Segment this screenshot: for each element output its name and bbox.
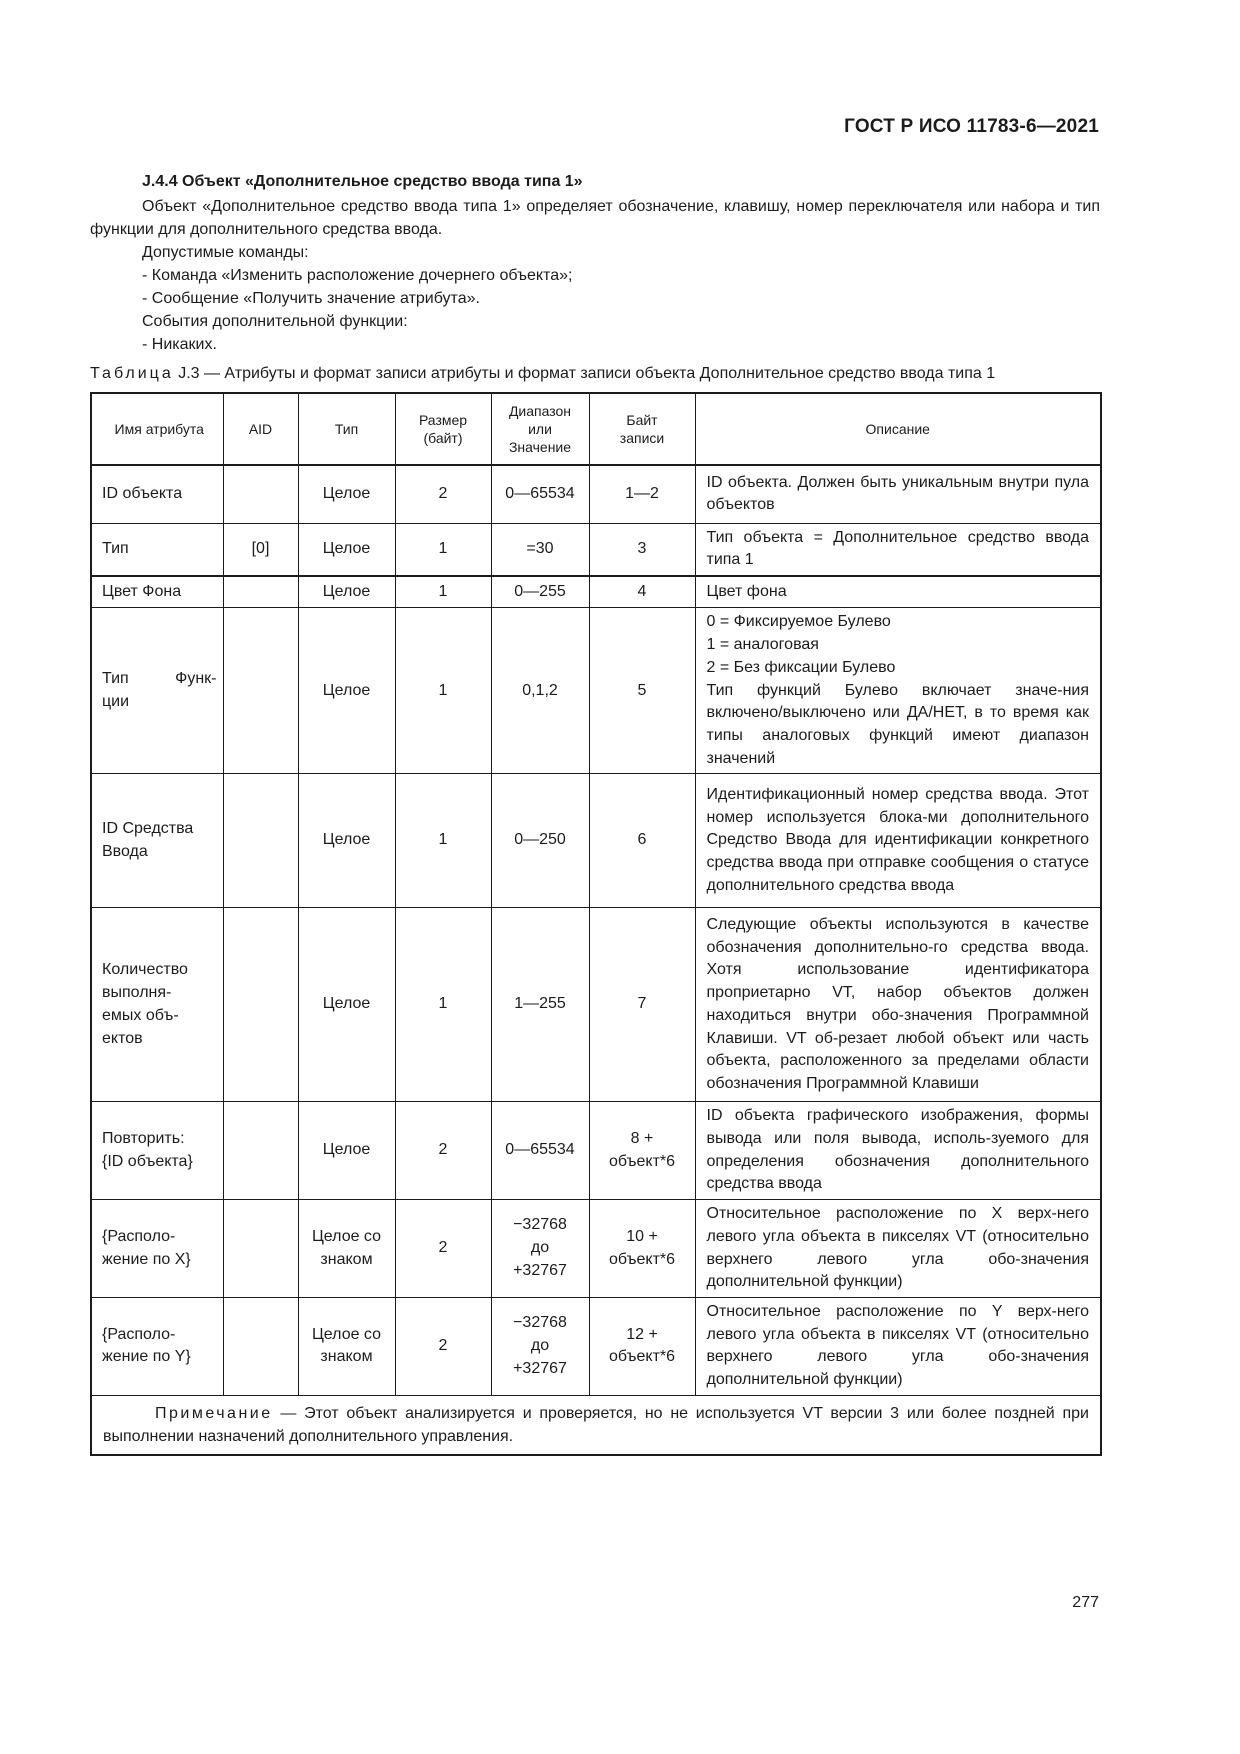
table-header-row	[91, 393, 1101, 465]
table-row	[91, 1200, 1101, 1298]
cell-type: Целое	[298, 523, 395, 576]
cell-type: Целое	[298, 576, 395, 608]
cell-description: ID объекта. Должен быть уникальным внутри пула объектов	[695, 465, 1101, 523]
cell-byte: 5	[589, 608, 695, 774]
cell-type: Целое	[298, 908, 395, 1102]
cell-description: 0 = Фиксируемое Булево 1 = аналоговая 2 = Без фиксации Булево Тип функций Булево включает значе-ния включено/выключено или ДА/НЕТ, в то время как типы аналоговых функций имеют диапазон значений	[695, 608, 1101, 774]
table-caption	[90, 363, 1100, 385]
table-row	[91, 1102, 1101, 1200]
cell-description: Относительное расположение по Y верх-него левого угла объекта в пикселях VT (относительно верхнего левого угла обо-значения дополнительной функции)	[695, 1297, 1101, 1395]
cell-aid	[223, 1102, 298, 1200]
cell-size: 1	[395, 523, 491, 576]
section-title: J.4.4 Объект «Дополнительное средство ввода типа 1»	[142, 173, 583, 190]
cell-attribute-name: Тип Функ- ции	[91, 608, 223, 774]
event-item: - Никаких.	[142, 336, 217, 353]
cell-size: 2	[395, 1102, 491, 1200]
table-row	[91, 523, 1101, 576]
cell-type: Целое	[298, 465, 395, 523]
table-note	[91, 1395, 1101, 1455]
cell-size: 1	[395, 576, 491, 608]
note-text: — Этот объект анализируется и проверяется, но не используется VT версии 3 или более поздней при выполнении назначений дополнительного управления.	[103, 1404, 1089, 1445]
cell-range: 0—255	[491, 576, 589, 608]
cell-description: Идентификационный номер средства ввода. Этот номер используется блока-ми дополнительного Средство Ввода для идентификации конкретного средства ввода при отправке сообщения о статусе дополнительного средства ввода	[695, 774, 1101, 908]
header-name: Имя атрибута	[91, 393, 223, 465]
cell-attribute-name: Тип	[91, 523, 223, 576]
page-content	[90, 170, 1100, 1456]
cell-aid	[223, 576, 298, 608]
cell-range: −32768 до +32767	[491, 1297, 589, 1395]
cell-attribute-name: ID Средства Ввода	[91, 774, 223, 908]
header-size: Размер (байт)	[395, 393, 491, 465]
cell-aid	[223, 608, 298, 774]
cell-byte: 4	[589, 576, 695, 608]
cell-type: Целое со знаком	[298, 1200, 395, 1298]
cell-description: Относительное расположение по X верх-него левого угла объекта в пикселях VT (относительно верхнего левого угла обо-значения дополнительной функции)	[695, 1200, 1101, 1298]
cell-byte: 6	[589, 774, 695, 908]
table-note-row	[91, 1395, 1101, 1455]
cell-byte: 12 + объект*6	[589, 1297, 695, 1395]
table-caption-text: J.3 — Атрибуты и формат записи атрибуты и формат записи объекта Дополнительное средство ввода типа 1	[178, 365, 996, 382]
cell-attribute-name: Цвет Фона	[91, 576, 223, 608]
table-row	[91, 576, 1101, 608]
cell-range: 0—65534	[491, 465, 589, 523]
cell-range: =30	[491, 523, 589, 576]
header-desc: Описание	[695, 393, 1101, 465]
table-row	[91, 774, 1101, 908]
cell-aid: [0]	[223, 523, 298, 576]
cell-byte: 7	[589, 908, 695, 1102]
cell-type: Целое	[298, 608, 395, 774]
header-aid: AID	[223, 393, 298, 465]
header-byte: Байт записи	[589, 393, 695, 465]
table-caption-prefix: Таблица	[90, 365, 174, 382]
events-label: События дополнительной функции:	[142, 313, 408, 330]
cell-description: Тип объекта = Дополнительное средство ввода типа 1	[695, 523, 1101, 576]
cell-range: −32768 до +32767	[491, 1200, 589, 1298]
page-number: 277	[1072, 1594, 1099, 1611]
cell-range: 0,1,2	[491, 608, 589, 774]
cell-range: 0—65534	[491, 1102, 589, 1200]
attributes-table	[90, 392, 1102, 1456]
cell-aid	[223, 465, 298, 523]
cell-range: 0—250	[491, 774, 589, 908]
header-range: Диапазон или Значение	[491, 393, 589, 465]
cell-aid	[223, 774, 298, 908]
cell-byte: 8 + объект*6	[589, 1102, 695, 1200]
cell-attribute-name: {Располо- жение по X}	[91, 1200, 223, 1298]
cell-byte: 3	[589, 523, 695, 576]
cell-attribute-name: ID объекта	[91, 465, 223, 523]
cell-description: Цвет фона	[695, 576, 1101, 608]
cell-aid	[223, 1200, 298, 1298]
table-row	[91, 608, 1101, 774]
cell-type: Целое	[298, 1102, 395, 1200]
cell-byte: 1—2	[589, 465, 695, 523]
cell-attribute-name: Количество выполня- емых объ- ектов	[91, 908, 223, 1102]
table-row	[91, 465, 1101, 523]
cell-size: 1	[395, 908, 491, 1102]
commands-label: Допустимые команды:	[142, 244, 309, 261]
cell-attribute-name: Повторить: {ID объекта}	[91, 1102, 223, 1200]
table-row	[91, 908, 1101, 1102]
cell-description: ID объекта графического изображения, формы вывода или поля вывода, исполь-зуемого для определения обозначения дополнительного средства ввода	[695, 1102, 1101, 1200]
cell-range: 1—255	[491, 908, 589, 1102]
note-label: Примечание	[155, 1404, 273, 1422]
cell-attribute-name: {Располо- жение по Y}	[91, 1297, 223, 1395]
cell-type: Целое со знаком	[298, 1297, 395, 1395]
command-item: - Сообщение «Получить значение атрибута».	[142, 290, 480, 307]
cell-byte: 10 + объект*6	[589, 1200, 695, 1298]
document-header: ГОСТ Р ИСО 11783-6—2021	[844, 116, 1099, 137]
cell-size: 2	[395, 465, 491, 523]
cell-size: 2	[395, 1200, 491, 1298]
table-row	[91, 1297, 1101, 1395]
header-type: Тип	[298, 393, 395, 465]
cell-aid	[223, 908, 298, 1102]
cell-aid	[223, 1297, 298, 1395]
section-intro: Объект «Дополнительное средство ввода типа 1» определяет обозначение, клавишу, номер переключателя или набора и тип функции для дополнительного средства ввода.	[90, 198, 1100, 238]
cell-size: 2	[395, 1297, 491, 1395]
cell-size: 1	[395, 608, 491, 774]
cell-type: Целое	[298, 774, 395, 908]
cell-size: 1	[395, 774, 491, 908]
cell-description: Следующие объекты используются в качестве обозначения дополнительно-го средства ввода. Хотя использование идентификатора проприетарно VT, набор объектов должен находиться внутри обо-значения Программной Клавиши. VT об-резает любой объект или часть объекта, расположенного за пределами области обозначения Программной Клавиши	[695, 908, 1101, 1102]
command-item: - Команда «Изменить расположение дочернего объекта»;	[142, 267, 573, 284]
